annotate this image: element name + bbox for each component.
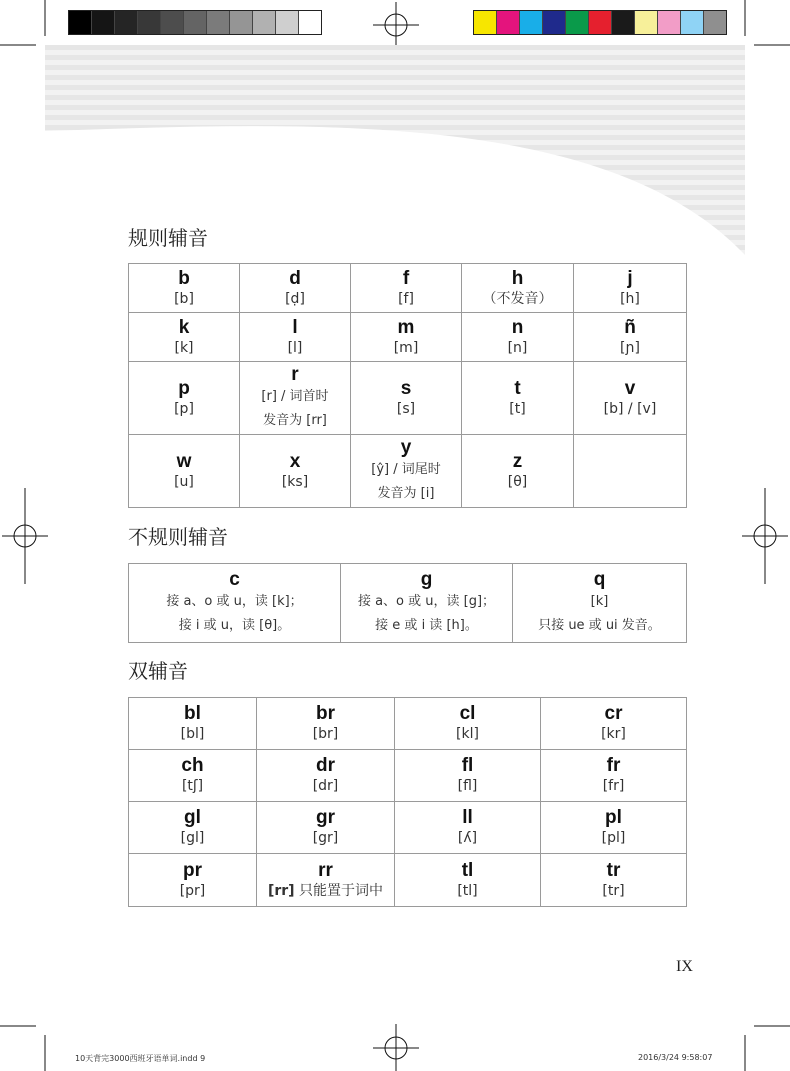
letter: q	[593, 568, 606, 590]
pronunciation: [ɲ]	[620, 339, 640, 356]
pronunciation: [n]	[507, 339, 528, 356]
pronunciation-note-line2: 发音为 [i]	[377, 485, 435, 501]
section-title-regular: 规则辅音	[128, 226, 208, 250]
letter: f	[402, 267, 410, 289]
consonant-cell-y	[351, 435, 462, 508]
pronunciation: [b] / [v]	[603, 400, 657, 417]
letter: fl	[461, 755, 474, 776]
consonant-cell-bl	[129, 698, 257, 750]
pronunciation: [kl]	[456, 726, 479, 742]
rule-line1: 接 a、o 或 u，读 [k]；	[166, 593, 303, 609]
consonant-cell-f	[351, 264, 462, 313]
irregular-consonants-table	[128, 563, 687, 643]
letter: n	[511, 316, 524, 338]
pronunciation: [l]	[287, 339, 303, 356]
letter: fr	[606, 755, 621, 776]
pronunciation: [ʎ]	[457, 830, 478, 846]
letter: gl	[184, 807, 201, 828]
letter: y	[400, 436, 412, 458]
consonant-cell-cl	[395, 698, 541, 750]
letter: z	[512, 450, 523, 472]
pronunciation: [ḍ]	[285, 290, 305, 307]
letter: pl	[605, 807, 622, 828]
pronunciation: [gl]	[180, 830, 205, 846]
letter: pr	[183, 859, 202, 881]
consonant-cell-gr	[257, 802, 395, 854]
footer-timestamp: 2016/3/24 9:58:07	[638, 1053, 713, 1062]
pronunciation: [tʃ]	[181, 778, 204, 794]
consonant-cell-pr	[129, 854, 257, 907]
letter: d	[289, 267, 301, 289]
letter: p	[178, 377, 190, 399]
section-title-double: 双辅音	[128, 659, 188, 683]
consonant-cell-c	[129, 564, 341, 643]
pronunciation: [kr]	[601, 726, 626, 742]
consonant-cell-gl	[129, 802, 257, 854]
consonant-cell-l	[240, 313, 351, 362]
letter: h	[511, 267, 524, 289]
consonant-cell-q	[513, 564, 687, 643]
letter: ñ	[624, 316, 636, 338]
pronunciation: [f]	[398, 290, 414, 307]
letter: g	[420, 568, 433, 590]
consonant-cell-pl	[541, 802, 687, 854]
rule-line2: 接 i 或 u，读 [θ]。	[178, 617, 291, 633]
pronunciation: [p]	[174, 400, 194, 417]
letter: b	[178, 267, 190, 289]
pronunciation-note: 只能置于词中	[294, 882, 384, 899]
consonant-cell-ch	[129, 750, 257, 802]
letter: r	[291, 363, 299, 385]
footer-file-info: 10天背完3000西班牙语单词.indd 9	[75, 1054, 206, 1063]
page-number: IX	[676, 958, 693, 975]
consonant-cell-enye	[574, 313, 687, 362]
letter: br	[316, 703, 335, 724]
pronunciation: [b]	[174, 290, 194, 307]
consonant-cell-ll	[395, 802, 541, 854]
double-consonants-table	[128, 697, 687, 907]
consonant-cell-v	[574, 362, 687, 435]
consonant-cell-p	[129, 362, 240, 435]
regular-consonants-table	[128, 263, 687, 508]
letter: k	[178, 316, 190, 338]
consonant-cell-rr	[257, 854, 395, 907]
consonant-cell-tr	[541, 854, 687, 907]
consonant-cell-k	[129, 313, 240, 362]
consonant-cell-j	[574, 264, 687, 313]
pronunciation: [ks]	[281, 473, 309, 490]
consonant-cell-z	[462, 435, 574, 508]
consonant-cell-m	[351, 313, 462, 362]
letter: c	[229, 568, 240, 590]
rule-line1: 接 a、o 或 u，读 [g]；	[357, 593, 496, 609]
pronunciation: [k]	[174, 339, 194, 356]
pronunciation: [u]	[174, 473, 194, 490]
pronunciation: [gr]	[312, 830, 339, 846]
section-title-irregular: 不规则辅音	[128, 525, 228, 549]
consonant-cell-d	[240, 264, 351, 313]
pronunciation-note-line2: 发音为 [rr]	[263, 412, 327, 428]
letter: t	[514, 377, 521, 399]
empty-cell	[574, 435, 687, 508]
pronunciation: [tl]	[457, 882, 478, 899]
letter: tr	[606, 859, 621, 881]
letter: x	[289, 450, 301, 472]
pronunciation: [t]	[509, 400, 526, 417]
pronunciation: [m]	[393, 339, 419, 356]
letter: j	[627, 267, 633, 289]
consonant-cell-dr	[257, 750, 395, 802]
letter: v	[624, 377, 636, 399]
consonant-cell-br	[257, 698, 395, 750]
letter: ch	[181, 755, 204, 776]
consonant-cell-r	[240, 362, 351, 435]
consonant-cell-s	[351, 362, 462, 435]
pronunciation: （不发音）	[482, 290, 553, 307]
pronunciation: [pl]	[601, 830, 626, 846]
consonant-cell-g	[341, 564, 513, 643]
rule-line2: 只接 ue 或 ui 发音。	[538, 617, 661, 633]
consonant-cell-x	[240, 435, 351, 508]
letter: m	[397, 316, 415, 338]
letter: ll	[462, 807, 473, 828]
consonant-cell-w	[129, 435, 240, 508]
letter: bl	[184, 703, 201, 724]
rule-line1: [k]	[590, 593, 609, 609]
letter: l	[292, 316, 298, 338]
pronunciation: [h]	[620, 290, 640, 307]
letter: dr	[316, 755, 335, 776]
consonant-cell-cr	[541, 698, 687, 750]
consonant-cell-n	[462, 313, 574, 362]
consonant-cell-b	[129, 264, 240, 313]
letter: s	[400, 377, 412, 399]
pronunciation-note-line1: [ŷ] / 词尾时	[371, 461, 441, 477]
consonant-cell-t	[462, 362, 574, 435]
pronunciation: [dr]	[312, 778, 339, 794]
pronunciation	[257, 881, 394, 901]
pronunciation: [br]	[312, 726, 339, 742]
letter: rr	[318, 859, 333, 881]
pronunciation: [θ]	[507, 473, 528, 490]
pronunciation: [fl]	[457, 778, 478, 794]
letter: gr	[316, 807, 335, 828]
pronunciation-note-line1: [r] / 词首时	[261, 388, 329, 404]
pronunciation: [pr]	[179, 882, 206, 899]
consonant-cell-tl	[395, 854, 541, 907]
pronunciation: [bl]	[180, 726, 205, 742]
pronunciation: [s]	[396, 400, 416, 417]
rule-line2: 接 e 或 i 读 [h]。	[375, 617, 478, 633]
letter: w	[176, 450, 192, 472]
consonant-cell-h	[462, 264, 574, 313]
pronunciation-bold: [rr]	[267, 882, 295, 899]
letter: cr	[604, 703, 623, 724]
pronunciation: [tr]	[602, 882, 625, 899]
pronunciation: [fr]	[602, 778, 625, 794]
letter: tl	[461, 859, 474, 881]
consonant-cell-fr	[541, 750, 687, 802]
letter: cl	[459, 703, 476, 724]
consonant-cell-fl	[395, 750, 541, 802]
